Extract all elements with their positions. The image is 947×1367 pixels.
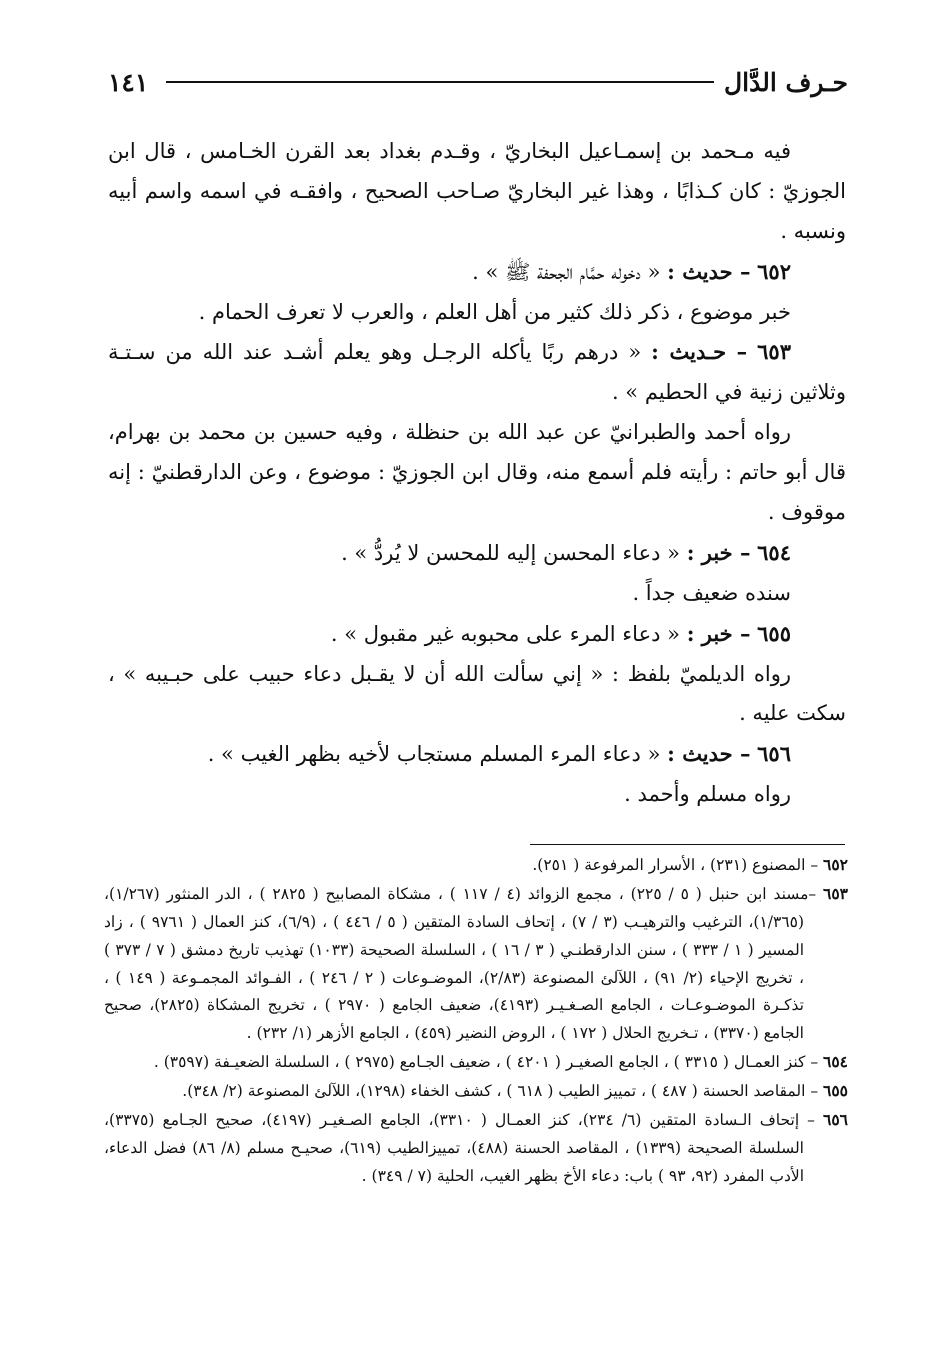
footnote [104, 1106, 848, 1191]
footnotes [104, 851, 848, 1291]
footnote-text: –مسند ابن حنبل ( ٥ / ٢٢٥) ، مجمع الزوائد (٤ / ١١٧ ) ، مشكاة المصابيح ( ٢٨٢٥ ) ، الدر المنثور (١/٢٦٧)، (١/٣٦٥)، الترغيب والترهيـب (٣ / ٧) ، إتحاف السادة المتقين ( ٥ / ٤٤٦ ) ، (٦/٩)، كنز العمال ( ٩٧٦١ ) ، زاد المسير ( ١ / ٣٣٣ ) ، سنن الدارقطنـي ( ٣ / ١٦ ) ، السلسلة الصحيحة (١٠٣٣) تهذيب تاريخ دمشق ( ٧ / ٣٧٣ ) ، تخريج الإحياء (٢/ ٩١) ، اللآلئ المصنوعة (٢/٨٣)، الموضـوعات ( ٢ / ٢٤٦ ) ، الفـوائد المجمـوعة ( ١٤٩ ) ، تذكـرة الموضـوعـات ، الجامع الصـغـيـر (٤١٩٣)، ضعيف الجامع ( ٢٩٧٠ ) ، تخريج المشكاة (٢٨٢٥)، صحيح الجامع (٣٣٧٠) ، تـخريج الحلال ( ١٧٢ ) ، الروض النضير (٤٥٩) ، الجامع الأزهر (١/ ٢٣٢) . [104, 884, 817, 1043]
hadith-comment: رواه أحمد والطبرانيّ عن عبد الله بن حنظلة ، وفيه حسين بن محمد بن بهرام، قال أبو حاتم : رأيته فلم أسمع منه، وقال ابن الجوزيّ : موضوع ، وعن الدارقطنيّ : إنه موقوف . [108, 420, 846, 525]
hadith-comment: سنده ضعيف جداً . [632, 580, 791, 605]
hadith-entry [108, 252, 846, 293]
footnote-number: ٦٥٥ [823, 1081, 848, 1101]
hadith-text: « دعاء المحسن إليه للمحسن لا يُردُّ » . [341, 540, 680, 565]
footnote-number: ٦٥٦ [823, 1110, 848, 1130]
hadith-entry [108, 533, 846, 574]
entry-label: – حديث : [667, 741, 751, 767]
hadith-text: « دخوله حمَّام الجحفة ﷺ » . [472, 259, 661, 284]
entry-number: ٦٥٣ [757, 339, 791, 365]
footnote [104, 1048, 848, 1077]
footnote-text: – المقاصد الحسنة ( ٤٨٧ ) ، تمييز الطيب ( ٦١٨ ) ، كشف الخفاء (١٢٩٨)، اللآلئ المصنوعة (٢/ ٣٤٨). [182, 1082, 819, 1101]
page-header [108, 62, 848, 102]
hadith-comment: خبر موضوع ، ذكر ذلك كثير من أهل العلم ، والعرب لا تعرف الحمام . [198, 299, 791, 324]
main-text [108, 132, 846, 832]
footnote [104, 880, 848, 1048]
hadith-text: « دعاء المرء المسلم مستجاب لأخيه بظهر الغيب » . [207, 742, 661, 767]
entry-label: – حديث : [667, 258, 751, 284]
footnote-number: ٦٥٣ [823, 883, 848, 903]
hadith-entry [108, 734, 846, 775]
paragraph: فيه مـحمد بن إسمـاعيل البخاريّ ، وقـدم بغداد بعد القرن الخـامس ، قال ابن الجوزيّ : كان كـذابًا ، وهذا غير البخاريّ صـاحب الصحيح ، وافقـه في اسمه واسم أبيه ونسبه . [108, 139, 846, 243]
entry-number: ٦٥٢ [757, 258, 791, 284]
hadith-comment: رواه الديلميّ بلفظ : « إني سألت الله أن لا يقـبل دعاء حبيب على حبـيبه » ، سكت عليه . [108, 661, 846, 726]
entry-label: – حـديث : [651, 339, 748, 365]
hadith-text: « دعاء المرء على محبوبه غير مقبول » . [330, 621, 680, 646]
section-title: حـرف الدَّال [724, 67, 848, 97]
footnote-text: – إتحاف الـسادة المتقين (٦/ ٢٣٤)، كنز العمـال ( ٣٣١٠)، الجامع الصـغيـر (٤١٩٧)، صحيح الجـامع (٣٣٧٥)، السلسلة الصحيحة (١٣٣٩) ، المقاصد الحسنة (٤٨٨)، تمييزالطيب (٦١٩)، صحيـح مسلم (٨/ ٨٦) فضل الدعاء، الأدب المفرد (٩٢، ٩٣ ) باب: دعاء الأخ بظهر الغيب، الحلية (٧ / ٣٤٩) . [104, 1111, 815, 1185]
hadith-comment: رواه مسلم وأحمد . [624, 782, 791, 807]
footnote [104, 851, 848, 880]
page-number: ١٤١ [108, 67, 149, 97]
entry-number: ٦٥٤ [757, 539, 791, 565]
footnote-text: – كنز العمـال ( ٣٣١٥ ) ، الجامع الصغيـر ( ٤٢٠١ ) ، ضعيف الجـامع (٢٩٧٥ ) ، السلسلة الضعيـفة (٣٥٩٧) . [153, 1053, 819, 1072]
hadith-entry [108, 614, 846, 655]
hadith-text: « درهم ربًا يأكله الرجـل وهو يعلم أشـد عند الله من سـتـة وثلاثين زنية في الحطيم » . [108, 340, 846, 405]
entry-label: – خبر : [686, 620, 751, 646]
entry-number: ٦٥٦ [757, 741, 791, 767]
entry-label: – خبر : [686, 539, 751, 565]
footnote [104, 1077, 848, 1106]
hadith-entry [108, 332, 846, 413]
footnote-text: – المصنوع (٢٣١) ، الأسرار المرفوعة ( ٢٥١). [532, 856, 819, 874]
footnote-separator [530, 844, 845, 845]
entry-number: ٦٥٥ [757, 620, 791, 646]
footnote-number: ٦٥٤ [823, 1052, 848, 1072]
header-rule [166, 81, 714, 83]
footnote-number: ٦٥٢ [823, 855, 848, 874]
